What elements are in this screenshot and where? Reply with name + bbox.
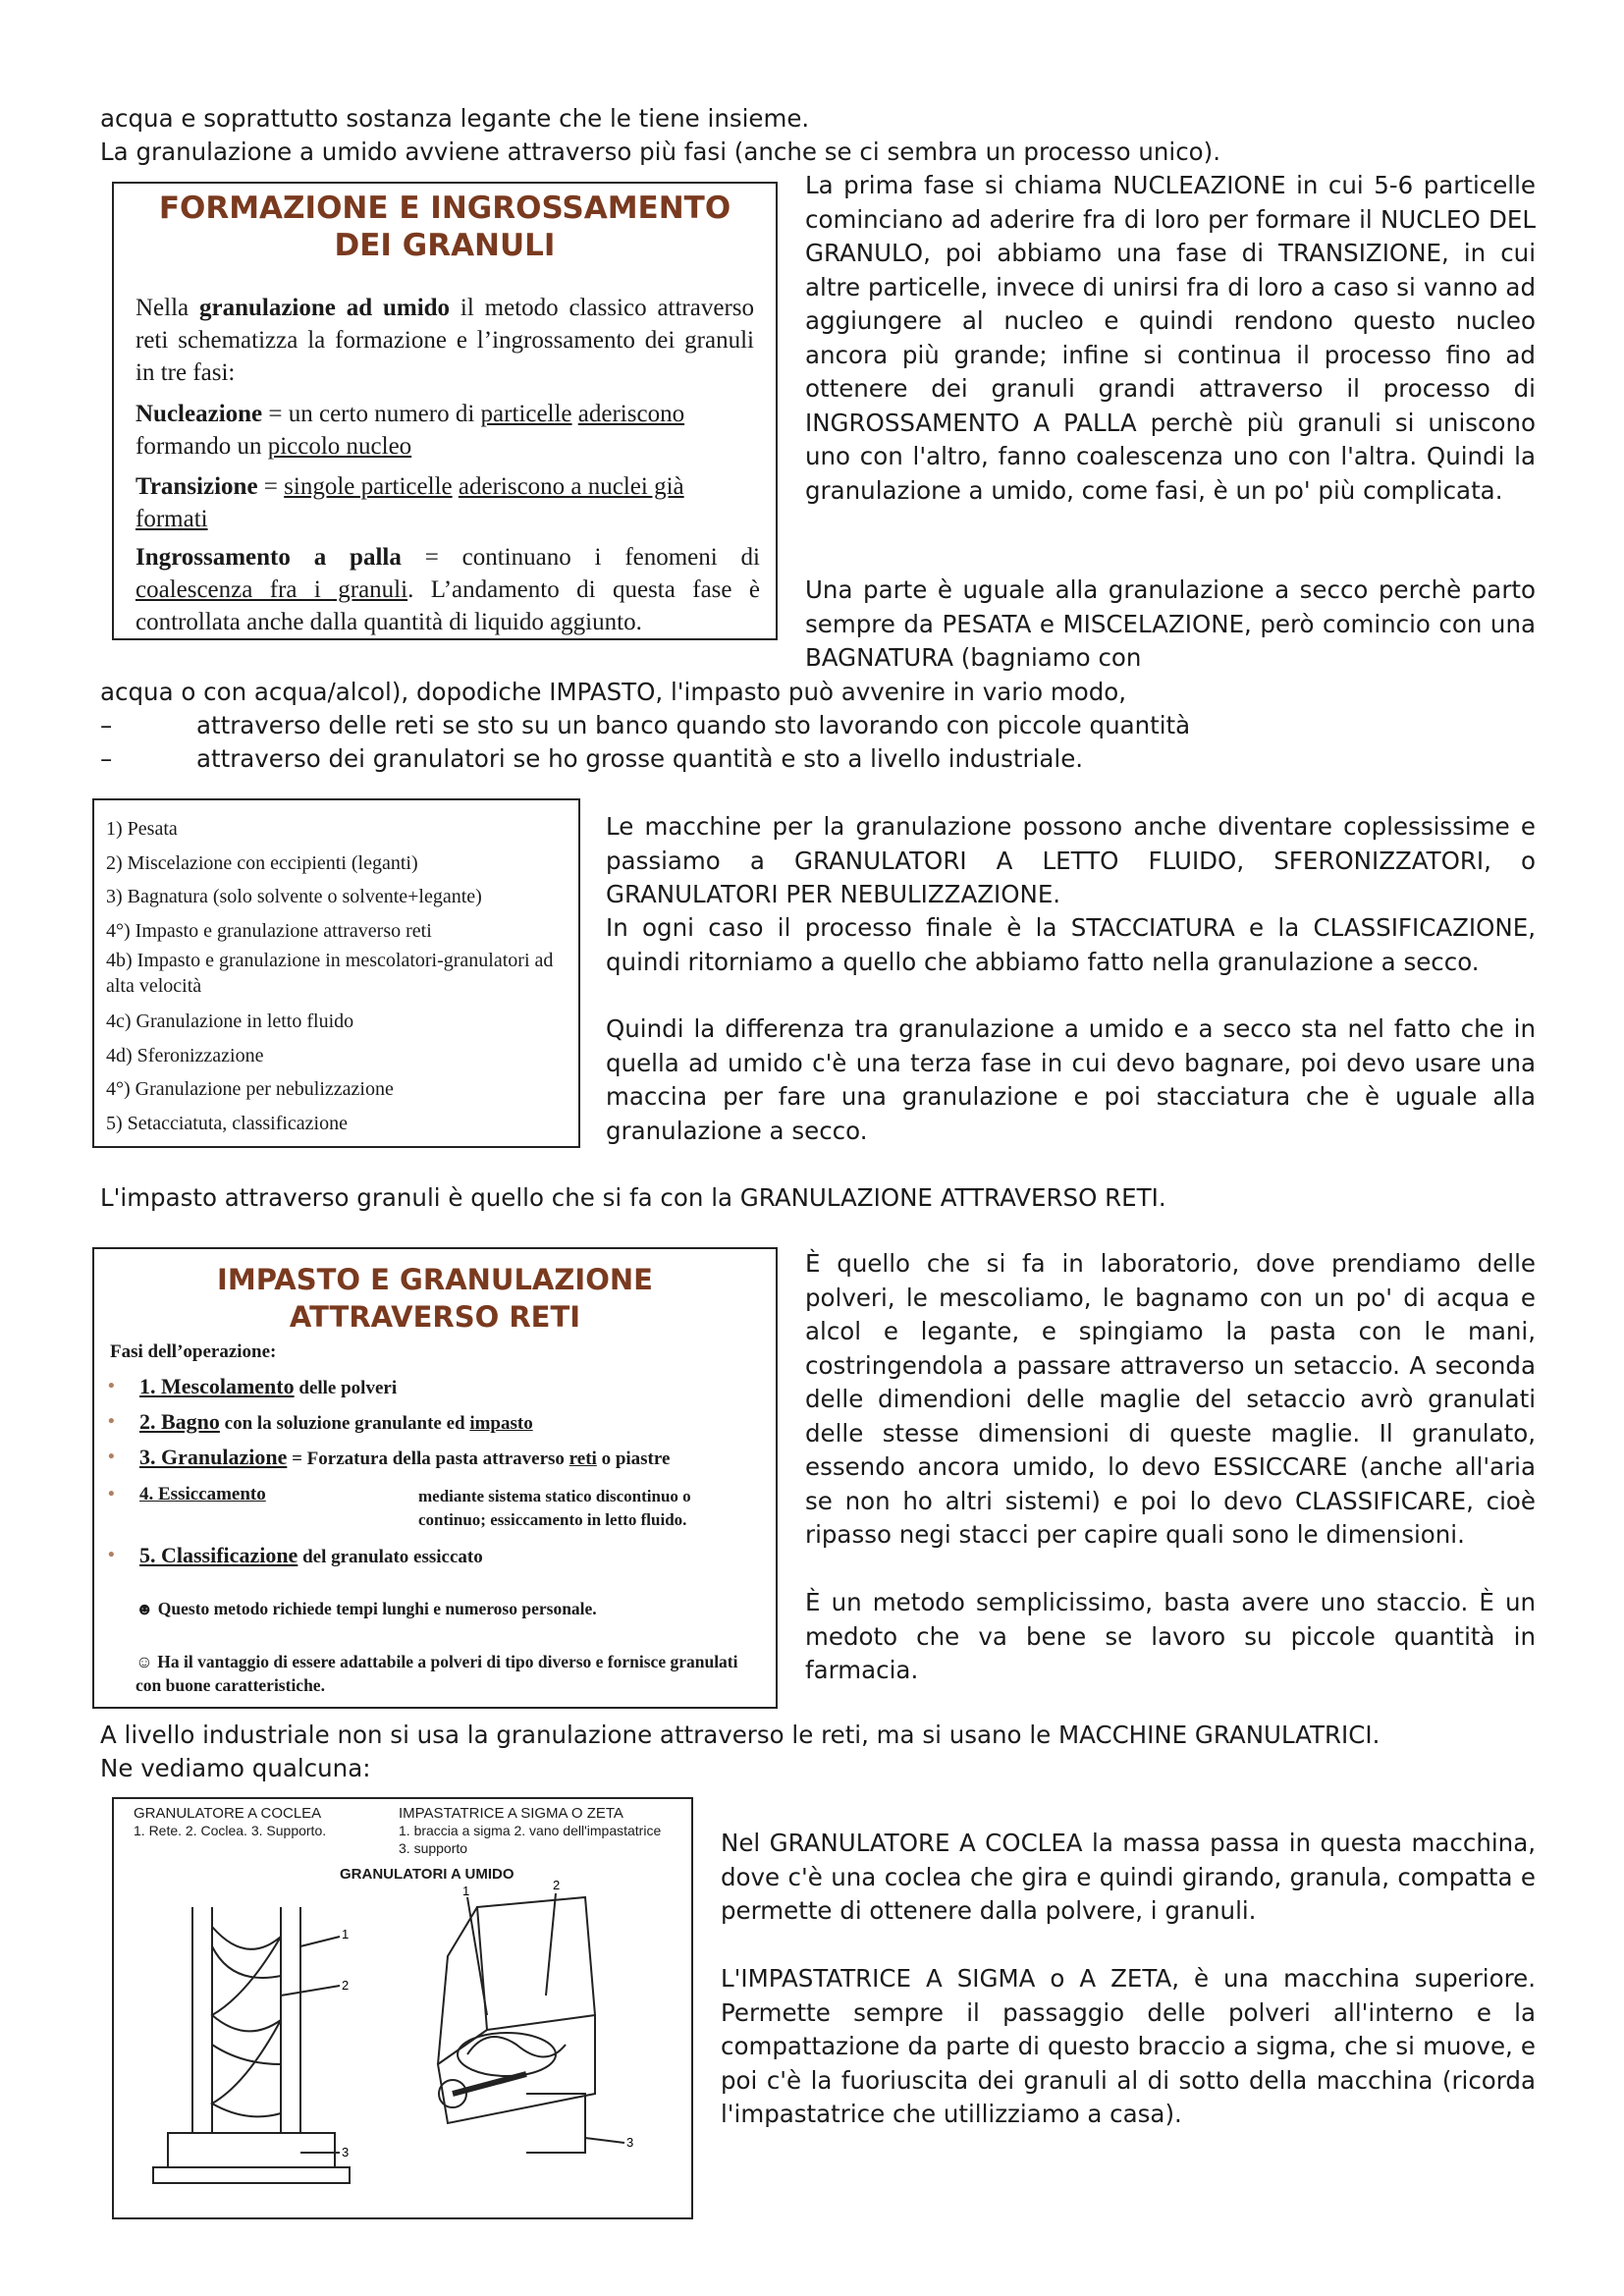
- text: coalescenza fra i granuli: [135, 576, 408, 603]
- slide-title: IMPASTO E GRANULAZIONE: [217, 1263, 653, 1296]
- text: piccolo nucleo: [267, 433, 412, 460]
- text: aderiscono: [577, 401, 685, 427]
- slide-step: [108, 1410, 766, 1436]
- slide-nucleazione: [135, 398, 760, 463]
- slide-formazione-granuli: [112, 182, 778, 640]
- figure-number: 1: [462, 1884, 470, 1898]
- text: = continuano i fenomeni di: [401, 544, 761, 571]
- slide-ingrossamento: [135, 541, 760, 638]
- list-text: attraverso dei granulatori se ho grosse quantità e sto a livello industriale.: [196, 744, 1084, 773]
- sad-face-icon: ☻: [135, 1599, 154, 1618]
- text: Ha il vantaggio di essere adattabile a polveri di tipo diverso e fornisce granulati con buone caratteristiche.: [135, 1652, 738, 1695]
- slide-subtitle: Fasi dell’operazione:: [110, 1341, 277, 1362]
- text: il metodo classico attraverso reti schematizza la formazione e l’ingrossamento dei granuli in tre fasi:: [135, 295, 754, 386]
- text-line: La granulazione a umido avviene attraverso più fasi (anche se ci sembra un processo unico).: [100, 137, 1221, 166]
- step-item: 3) Bagnatura (solo solvente o solvente+legante): [106, 886, 482, 907]
- step-item: 5) Setacciatuta, classificazione: [106, 1112, 348, 1134]
- text: =: [257, 473, 285, 500]
- figure-granulatori: [112, 1797, 693, 2219]
- figure-label: GRANULATORE A COCLEA: [134, 1805, 322, 1822]
- list-text: attraverso delle reti se sto su un banco quando sto lavorando con piccole quantità: [196, 711, 1191, 739]
- paragraph: Ne vediamo qualcuna:: [100, 1754, 371, 1782]
- figure-number: 2: [342, 1978, 350, 1993]
- bullet-icon: •: [108, 1545, 115, 1565]
- text: = un certo numero di: [262, 401, 481, 427]
- figure-title: GRANULATORI A UMIDO: [340, 1866, 514, 1883]
- figure-number: 2: [553, 1878, 561, 1892]
- text: 2. Bagno: [139, 1409, 220, 1434]
- step-item: 4c) Granulazione in letto fluido: [106, 1011, 354, 1032]
- text: granulazione ad umido: [198, 295, 451, 321]
- text: Nella: [135, 295, 199, 321]
- figure-label: IMPASTATRICE A SIGMA O ZETA: [399, 1805, 623, 1822]
- text: del granulato essiccato: [298, 1547, 483, 1567]
- slide-step-detail: mediante sistema statico discontinuo o continuo; essiccamento in letto fluido.: [418, 1487, 691, 1529]
- text: 5. Classificazione: [139, 1543, 298, 1567]
- text: singole particelle: [284, 473, 453, 500]
- figure-number: 3: [342, 2145, 350, 2159]
- step-item: 1) Pesata: [106, 818, 178, 840]
- slide-title: ATTRAVERSO RETI: [289, 1300, 581, 1334]
- smile-face-icon: ☺: [135, 1652, 153, 1671]
- text: reti: [568, 1449, 597, 1469]
- text: 4. Essiccamento: [139, 1484, 266, 1504]
- coclea-drawing: [153, 1907, 350, 2183]
- step-item: 4°) Granulazione per nebulizzazione: [106, 1078, 394, 1100]
- paragraph: L'impasto attraverso granuli è quello che si fa con la GRANULAZIONE ATTRAVERSO RETI.: [100, 1183, 1166, 1212]
- list-dash: –: [100, 711, 113, 739]
- sigma-drawing: [438, 1893, 624, 2153]
- text: con la soluzione granulante ed: [219, 1413, 470, 1434]
- text-line: acqua e soprattutto sostanza legante che le tiene insieme.: [100, 104, 810, 133]
- machines-drawing: [114, 1799, 691, 2217]
- text: aderiscono a nuclei già formati: [135, 473, 684, 532]
- text: Ingrossamento a palla: [135, 544, 402, 571]
- text: particelle: [480, 401, 572, 427]
- paragraph: Quindi la differenza tra granulazione a umido e a secco sta nel fatto che in quella ad umido c'è una terza fase in cui devo bagnare, poi devo usare una maccina per fare una granulazione e poi stacciatura che è uguale alla granulazione a secco.: [606, 1014, 1536, 1145]
- slide-intro: [135, 292, 754, 389]
- text: Nucleazione: [135, 401, 263, 427]
- slide-note: [135, 1650, 764, 1697]
- slide-step: [108, 1446, 766, 1471]
- list-item: [100, 742, 1084, 777]
- paragraph: A livello industriale non si usa la granulazione attraverso le reti, ma si usano le MACCHINE GRANULATRICI.: [100, 1721, 1380, 1749]
- slide-step: [108, 1544, 766, 1569]
- bullet-icon: •: [108, 1411, 115, 1432]
- figure-label: 3. supporto: [399, 1840, 468, 1856]
- text: delle polveri: [294, 1378, 398, 1398]
- paragraph: acqua o con acqua/alcol), dopodiche IMPASTO, l'impasto può avvenire in vario modo,: [100, 678, 1127, 706]
- figure-number: 3: [626, 2135, 634, 2150]
- paragraph: La prima fase si chiama NUCLEAZIONE in cui 5-6 particelle cominciano ad aderire fra di loro per formare il NUCLEO DEL GRANULO, poi abbiamo una fase di TRANSIZIONE, in cui altre particelle, invece di unirsi fra di loro a caso si vanno ad aggiungere al nucleo e quindi rendono questo nucleo ancora più grande; infine si continua il processo fino ad ottenere dei granuli grandi attraverso il processo di INGROSSAMENTO A PALLA perchè più granuli si uniscono uno con l'altro, fanno coalescenza uno con l'altra. Quindi la granulazione a umido, come fasi, è un po' più complicata.: [805, 171, 1536, 505]
- text: . L’andamento di questa fase è controllata anche dalla quantità di liquido aggiunto.: [135, 576, 760, 635]
- text: Questo metodo richiede tempi lunghi e numeroso personale.: [157, 1599, 597, 1618]
- step-item: 4b) Impasto e granulazione in mescolatori-granulatori ad alta velocità: [106, 950, 554, 997]
- slide-title: FORMAZIONE E INGROSSAMENTO: [158, 191, 731, 226]
- paragraph: L'IMPASTATRICE A SIGMA o A ZETA, è una macchina superiore. Permette sempre il passaggio delle polveri all'interno e la compattazione da parte di questo braccio a sigma, che si muove, e poi c'è la fuoriuscita dei granuli al di sotto della macchina (ricorda l'impastatrice che utillizziamo a casa).: [721, 1964, 1536, 2128]
- step-item: 4°) Impasto e granulazione attraverso reti: [106, 919, 432, 942]
- paragraph: Le macchine per la granulazione possono anche diventare coplessissime e passiamo a GRANULATORI A LETTO FLUIDO, SFERONIZZATORI, o GRANULATORI PER NEBULIZZAZIONE.: [606, 812, 1536, 908]
- paragraph: È un metodo semplicissimo, basta avere uno staccio. È un medoto che va bene se lavoro su piccole quantità in farmacia.: [805, 1588, 1536, 1684]
- text: 1. Mescolamento: [139, 1374, 295, 1398]
- text: formando un: [135, 433, 268, 460]
- text: o piastre: [596, 1449, 671, 1469]
- bullet-icon: •: [108, 1484, 115, 1504]
- list-item: [100, 709, 1191, 743]
- text: 3. Granulazione: [139, 1445, 288, 1469]
- figure-label: 1. braccia a sigma 2. vano dell'impastatrice: [399, 1823, 662, 1838]
- slide-title: DEI GRANULI: [334, 228, 556, 263]
- paragraph: È quello che si fa in laboratorio, dove prendiamo delle polveri, le mescoliamo, le bagnamo con un po' di acqua e alcol e legante, e spingiamo la pasta con le mani, costringendola a passare attraverso un setaccio. A seconda delle dimendioni delle maglie del setaccio avrò granulati delle stesse dimensioni di queste maglie. Il granulato, essendo ancora umido, lo devo ESSICCARE (anche all'aria se non ho altri sistemi) e poi lo devo CLASSIFICARE, cioè ripasso negi stacci per capire quali sono le dimensioni.: [805, 1249, 1536, 1549]
- bullet-icon: •: [108, 1447, 115, 1467]
- slide-note: [135, 1597, 764, 1620]
- steps-box: [92, 798, 580, 1148]
- slide-impasto-reti: [92, 1247, 778, 1709]
- list-dash: –: [100, 744, 113, 773]
- step-item: 4d) Sferonizzazione: [106, 1044, 264, 1066]
- text: = Forzatura della pasta attraverso: [287, 1449, 569, 1469]
- step-item: 2) Miscelazione con eccipienti (leganti): [106, 851, 418, 874]
- paragraph: Una parte è uguale alla granulazione a secco perchè parto sempre da PESATA e MISCELAZIONE, però comincio con una BAGNATURA (bagniamo con: [805, 575, 1536, 672]
- text: impasto: [469, 1413, 533, 1434]
- paragraph: Nel GRANULATORE A COCLEA la massa passa in questa macchina, dove c'è una coclea che gira e quindi girando, granula, compatta e permette di ottenere dalla polvere, i granuli.: [721, 1829, 1536, 1925]
- figure-number: 1: [342, 1927, 350, 1941]
- paragraph: In ogni caso il processo finale è la STACCIATURA e la CLASSIFICAZIONE, quindi ritorniamo a quello che abbiamo fatto nella granulazione a secco.: [606, 913, 1536, 976]
- slide-step: [108, 1375, 766, 1400]
- bullet-icon: •: [108, 1376, 115, 1396]
- text: Transizione: [135, 473, 258, 500]
- figure-label: 1. Rete. 2. Coclea. 3. Supporto.: [134, 1823, 327, 1838]
- slide-transizione: [135, 470, 760, 535]
